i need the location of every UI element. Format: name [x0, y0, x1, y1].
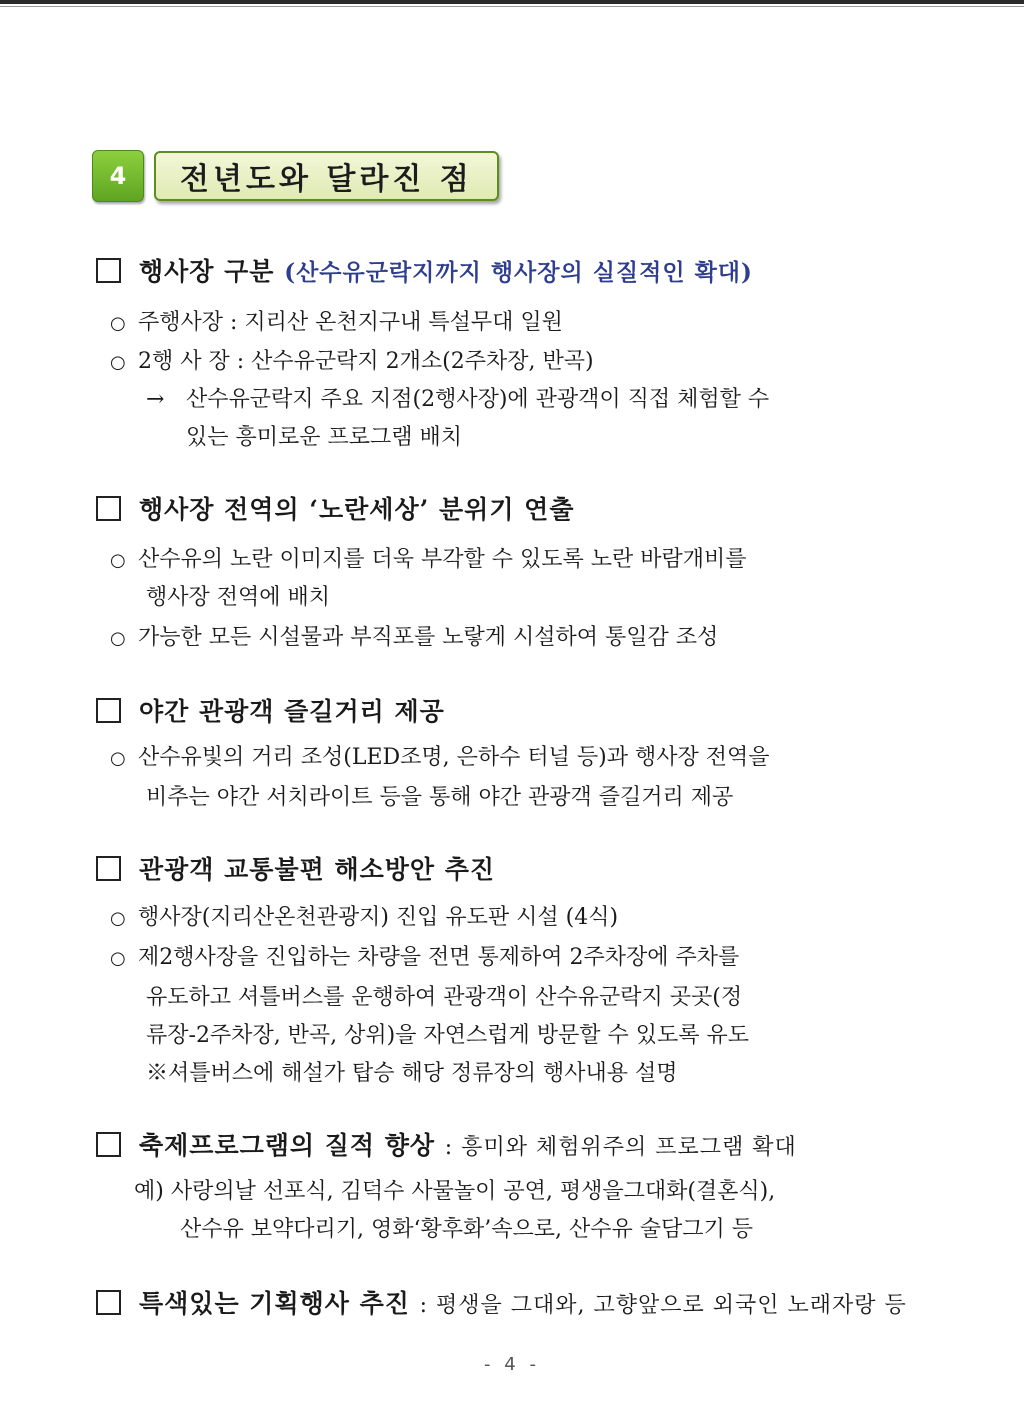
list-item [110, 542, 747, 573]
list-item-continuation: 있는 흥미로운 프로그램 배치 [186, 425, 463, 450]
section-title: 행사장 전역의 ‘노란세상’ 분위기 연출 [139, 495, 575, 524]
list-item [110, 740, 769, 771]
section-subtitle: (산수유군락지까지 행사장의 실질적인 확대) [284, 259, 753, 286]
section-title: 축제프로그램의 질적 향상 [139, 1131, 436, 1160]
circle-bullet-icon: ○ [110, 352, 126, 373]
circle-bullet-icon: ○ [110, 628, 126, 649]
list-item-continuation: 행사장 전역에 배치 [146, 585, 331, 610]
section-heading-traffic [96, 850, 495, 886]
checkbox-square-icon [96, 258, 121, 283]
list-item-text: 2행 사 장 : 산수유군락지 2개소(2주차장, 반곡) [138, 349, 594, 374]
circle-bullet-icon: ○ [110, 313, 126, 334]
list-item-text: 제2행사장을 진입하는 차량을 전면 통제하여 2주차장에 주차를 [138, 945, 740, 970]
section-title: 행사장 구분 [139, 257, 275, 286]
section-heading-special-events [96, 1284, 907, 1320]
chapter-number-badge: 4 [92, 150, 144, 202]
list-item-text: 산수유의 노란 이미지를 더욱 부각할 수 있도록 노란 바람개비를 [138, 547, 747, 572]
chapter-title: 전년도와 달라진 점 [154, 151, 499, 201]
list-item-text: 산수유빛의 거리 조성(LED조명, 은하수 터널 등)과 행사장 전역을 [138, 745, 770, 770]
circle-bullet-icon: ○ [110, 748, 126, 769]
list-item [110, 305, 563, 336]
section-title: 특색있는 기획행사 추진 [139, 1289, 410, 1318]
section-heading-night [96, 692, 445, 728]
checkbox-square-icon [96, 1132, 121, 1157]
section-note: : 흥미와 체험위주의 프로그램 확대 [444, 1135, 797, 1160]
list-item-continuation: 유도하고 셔틀버스를 운행하여 관광객이 산수유군락지 곳곳(정 [146, 985, 743, 1010]
example-line-continuation: 산수유 보약다리기, 영화‘황후화’속으로, 산수유 술담그기 등 [180, 1217, 753, 1242]
top-border-thin [0, 6, 1024, 7]
list-item-text: 가능한 모든 시설물과 부직포를 노랗게 시설하여 통일감 조성 [138, 625, 719, 650]
circle-bullet-icon: ○ [110, 550, 126, 571]
circle-bullet-icon: ○ [110, 908, 126, 929]
top-border [0, 0, 1024, 4]
list-item [110, 620, 718, 651]
list-item-text: 행사장(지리산온천관광지) 진입 유도판 시설 (4식) [138, 905, 619, 930]
note-line: ※셔틀버스에 해설가 탑승 해당 정류장의 행사내용 설명 [146, 1061, 678, 1086]
list-item-continuation: 류장-2주차장, 반곡, 상위)을 자연스럽게 방문할 수 있도록 유도 [146, 1023, 750, 1048]
checkbox-square-icon [96, 856, 121, 881]
section-title: 야간 관광객 즐길거리 제공 [139, 697, 445, 726]
list-item [110, 900, 618, 931]
list-item [110, 344, 594, 375]
chapter-heading [92, 150, 499, 202]
checkbox-square-icon [96, 698, 121, 723]
checkbox-square-icon [96, 1290, 121, 1315]
checkbox-square-icon [96, 496, 121, 521]
section-heading-venue [96, 252, 753, 288]
section-note: : 평생을 그대와, 고향앞으로 외국인 노래자랑 등 [419, 1293, 907, 1318]
page-number: - 4 - [484, 1354, 540, 1375]
list-item-continuation: 비추는 야간 서치라이트 등을 통해 야간 관광객 즐길거리 제공 [146, 785, 734, 810]
section-heading-atmosphere [96, 490, 574, 526]
list-item-text: 주행사장 : 지리산 온천지구내 특설무대 일원 [138, 310, 563, 335]
list-item-sub [146, 382, 769, 413]
example-line: 예) 사랑의날 선포식, 김덕수 사물놀이 공연, 평생을그대화(결혼식), [134, 1179, 776, 1204]
circle-bullet-icon: ○ [110, 948, 126, 969]
list-item-text: 산수유군락지 주요 지점(2행사장)에 관광객이 직접 체험할 수 [186, 387, 770, 412]
section-title: 관광객 교통불편 해소방안 추진 [139, 855, 496, 884]
section-heading-program [96, 1126, 797, 1162]
list-item [110, 940, 739, 971]
arrow-right-icon: → [146, 387, 165, 412]
